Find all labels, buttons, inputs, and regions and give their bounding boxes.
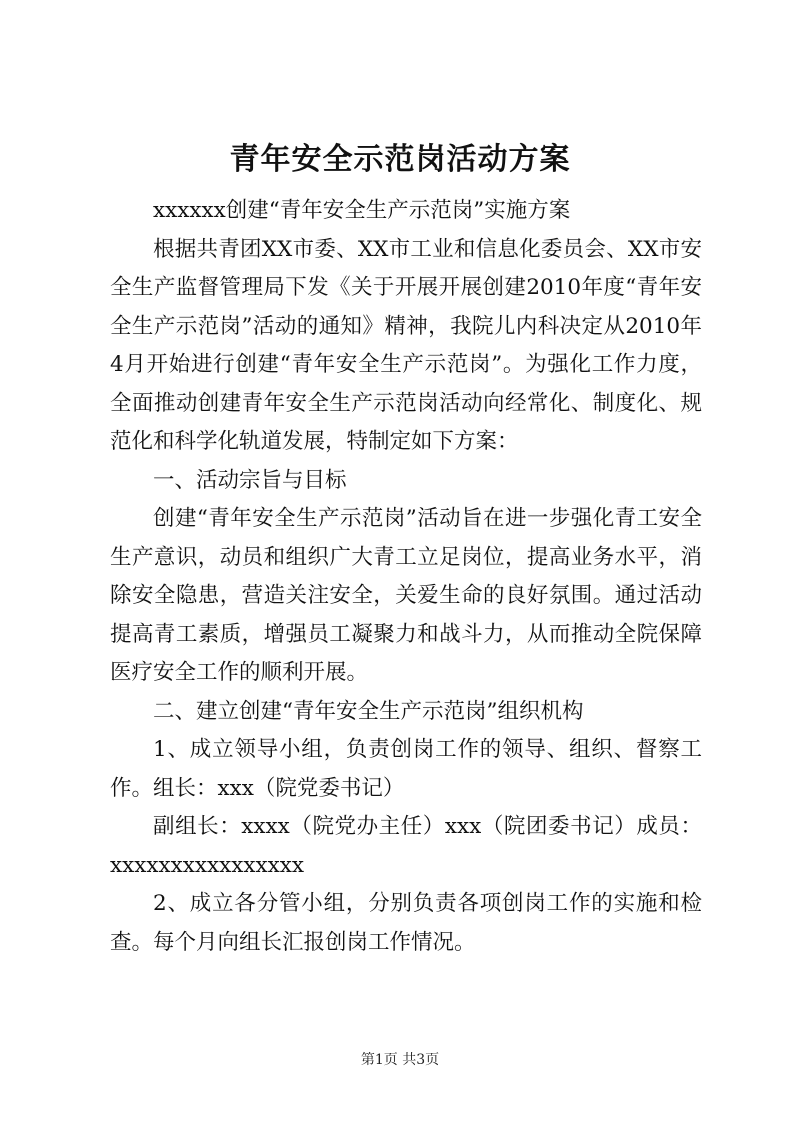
paragraph-leadership-group: 1、成立领导小组，负责创岗工作的领导、组织、督察工作。组长：xxx（院党委书记） [110,737,702,801]
section-heading-2: 二、建立创建“青年安全生产示范岗”组织机构 [153,698,584,724]
section-heading-1: 一、活动宗旨与目标 [153,467,347,493]
paragraph-sub-groups: 2、成立各分管小组，分别负责各项创岗工作的实施和检查。每个月向组长汇报创岗工作情况。 [110,891,702,955]
paragraph-intro: 根据共青团XX市委、XX市工业和信息化委员会、XX市安全生产监督管理局下发《关于开展开展创建2010年度“青年安全生产示范岗”活动的通知》精神，我院儿内科决定从2010年4月开始进行创建“青年安全生产示范岗”。为强化工作力度，全面推动创建青年安全生产示范岗活动向经常化、制度化、规范化和科学化轨道发展，特制定如下方案： [110,236,702,454]
paragraph-purpose: 创建“青年安全生产示范岗”活动旨在进一步强化青工安全生产意识，动员和组织广大青工立足岗位，提高业务水平，消除安全隐患，营造关注安全，关爱生命的良好氛围。通过活动提高青工素质，增强员工凝聚力和战斗力，从而推动全院保障医疗安全工作的顺利开展。 [110,506,702,685]
document-body [110,192,702,962]
page-number-footer: 第1页 共3页 [360,1052,440,1068]
page-title: 青年安全示范岗活动方案 [229,142,571,177]
paragraph-deputy-members: 副组长：xxxx（院党办主任）xxx（院团委书记）成员：xxxxxxxxxxxxxxxx [110,814,702,878]
paragraph-subtitle: xxxxxx创建“青年安全生产示范岗”实施方案 [153,198,571,223]
